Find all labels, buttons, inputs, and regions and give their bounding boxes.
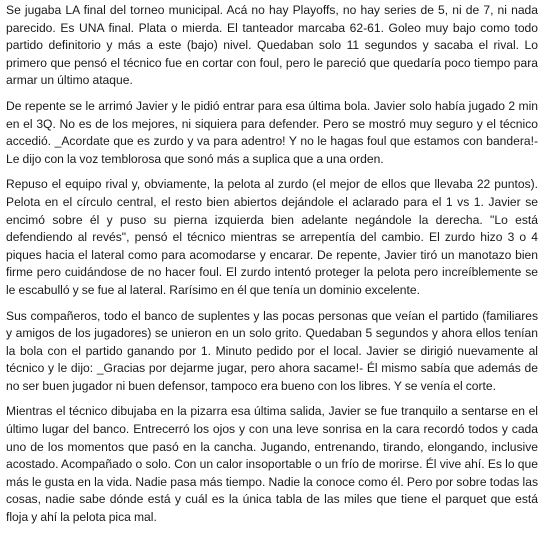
paragraph-3: Repuso el equipo rival y, obviamente, la pelota al zurdo (el mejor de ellos que llevaba 22 puntos). Pelota en el círculo central, el resto bien abiertos dejándole el aclarado para el 1 vs 1. Javier se encimó sobre él y puso su pierna izquierda bien adelante negándole la derecha. "Lo está defendiendo al revés", pensó el técnico mientras se arrepentía del cambio. El zurdo hizo 3 o 4 piques hacia el lateral como para acomodarse y encarar. De repente, Javier tiró un manotazo bien firme pero cuidándose de no hacer foul. El zurdo intentó proteger la pelota pero increíblemente se le escabulló y se fue al lateral. Rarísimo en él que tenía un dominio excelente. [6,177,538,297]
paragraph-2: De repente se le arrimó Javier y le pidió entrar para esa última bola. Javier solo había jugado 2 min en el 3Q. No es de los mejores, ni siquiera para defender. Pero se mostró muy seguro y el técnico accedió. _Acordate que es zurdo y va para adentro! Y no le hagas foul que estamos con bandera!- Le dijo con la voz temblorosa que sonó más a suplica que a una orden. [6,98,538,166]
paragraph-5: Mientras el técnico dibujaba en la pizarra esa última salida, Javier se fue tranquilo a sentarse en el último lugar del banco. Entrecerró los ojos y con una leve sonrisa en la cara recordó todos y cada uno de los momentos que pasó en la cancha. Jugando, entrenando, tirando, elongando, inclusive acostado. Acompañado o solo. Con un calor insoportable o un frío de morirse. Él vive ahí. Es lo que más le gusta en la vida. Nadie pasa más tiempo. Nadie la conoce como él. Pero por sobre todas las cosas, nadie sabe dónde está y cuál es la única tabla de las miles que tiene el parquet que está floja y ahí la pelota pica mal. [6,404,538,525]
paragraph-4: Sus compañeros, todo el banco de suplentes y las pocas personas que veían el partido (familiares y amigos de los jugadores) se unieron en un solo grito. Quedaban 5 segundos y ahora ellos tenían la bola con el partido ganando por 1. Minuto pedido por el local. Javier se dirigió nuevamente al técnico y le dijo: _Gracias por dejarme jugar, pero ahora sacame!- Él mismo sabía que además de no ser buen jugador ni buen defensor, tampoco era bueno con los libres. Y se venía el corte. [6,308,538,393]
paragraph-1: Se jugaba LA final del torneo municipal. Acá no hay Playoffs, no hay series de 5, ni de 7, ni nada parecido. Es UNA final. Plata o mierda. El tanteador marcaba 62-61. Goleo muy bajo como todo partido definitorio y más a este (bajo) nivel. Quedaban solo 11 segundos y sacaba el rival. Lo primero que pensó el técnico fue en cortar con foul, pero le pareció que quedaría poco tiempo para armar un último ataque. [6,3,538,88]
